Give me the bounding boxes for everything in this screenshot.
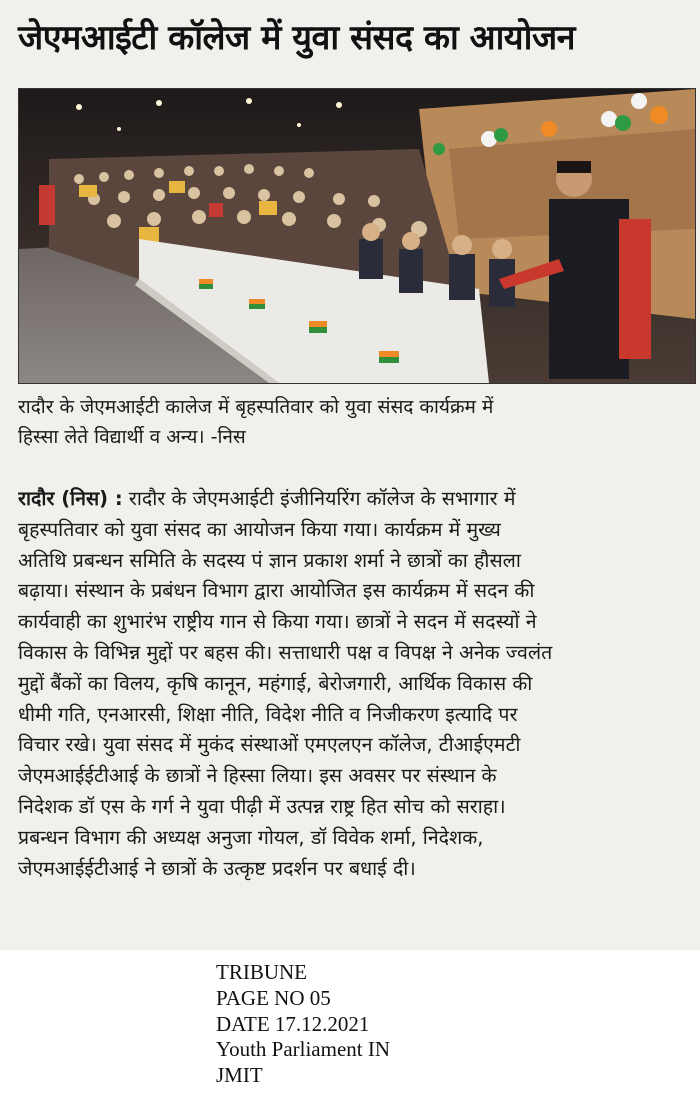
article-line: विचार रखे। युवा संसद में मुकंद संस्थाओं एमएलएन कॉलेज, टीआईएमटी (18, 733, 521, 757)
source-topic: Youth Parliament IN (216, 1037, 391, 1062)
caption-line: हिस्सा लेते विद्यार्थी व अन्य। -निस (18, 426, 246, 448)
article-line: बृहस्पतिवार को युवा संसद का आयोजन किया गया। कार्यक्रम में मुख्य (18, 517, 501, 541)
article-line: विकास के विभिन्न मुद्दों पर बहस की। सत्ताधारी पक्ष व विपक्ष ने अनेक ज्वलंत (18, 640, 553, 664)
article-line: निदेशक डॉ एस के गर्ग ने युवा पीढ़ी में उत्पन्न राष्ट्र हित सोच को सराहा। (18, 794, 506, 818)
source-newspaper: TRIBUNE (216, 960, 307, 984)
article-line (18, 484, 694, 515)
article-line: बढ़ाया। संस्थान के प्रबंधन विभाग द्वारा आयोजित इस कार्यक्रम में सदन की (18, 579, 535, 603)
headline: जेएमआईटी कॉलेज में युवा संसद का आयोजन (18, 18, 576, 58)
article-line: मुद्दों बैंकों का विलय, कृषि कानून, महंगाई, बेरोजगारी, आर्थिक विकास की (18, 671, 533, 695)
article-line: कार्यवाही का शुभारंभ राष्ट्रीय गान से किया गया। छात्रों ने सदन में सदस्यों ने (18, 610, 537, 634)
photo-caption (18, 392, 688, 452)
article-line-text: रादौर के जेएमआईटी इंजीनियरिंग कॉलेज के सभागार में (122, 487, 516, 510)
source-institution: JMIT (216, 1063, 263, 1088)
article-line: धीमी गति, एनआरसी, शिक्षा नीति, विदेश नीति व निजीकरण इत्यादि पर (18, 702, 518, 726)
caption-line: रादौर के जेएमआईटी कालेज में बृहस्पतिवार को युवा संसद कार्यक्रम में (18, 396, 494, 418)
source-date: DATE 17.12.2021 (216, 1011, 370, 1036)
event-photo (18, 88, 696, 384)
article-line: जेएमआईईटीआई ने छात्रों के उत्कृष्ट प्रदर्शन पर बधाई दी। (18, 856, 416, 880)
article-line: जेएमआईईटीआई के छात्रों ने हिस्सा लिया। इस अवसर पर संस्थान के (18, 764, 497, 788)
article-line: अतिथि प्रबन्धन समिति के सदस्य पं ज्ञान प्रकाश शर्मा ने छात्रों का हौसला (18, 548, 521, 572)
article-dateline: रादौर (निस) : (18, 487, 123, 510)
source-page: PAGE NO 05 (216, 985, 331, 1010)
article-line: प्रबन्धन विभाग की अध्यक्ष अनुजा गोयल, डॉ विवेक शर्मा, निदेशक, (18, 825, 484, 849)
article-body (18, 484, 694, 884)
source-note (216, 960, 390, 1089)
